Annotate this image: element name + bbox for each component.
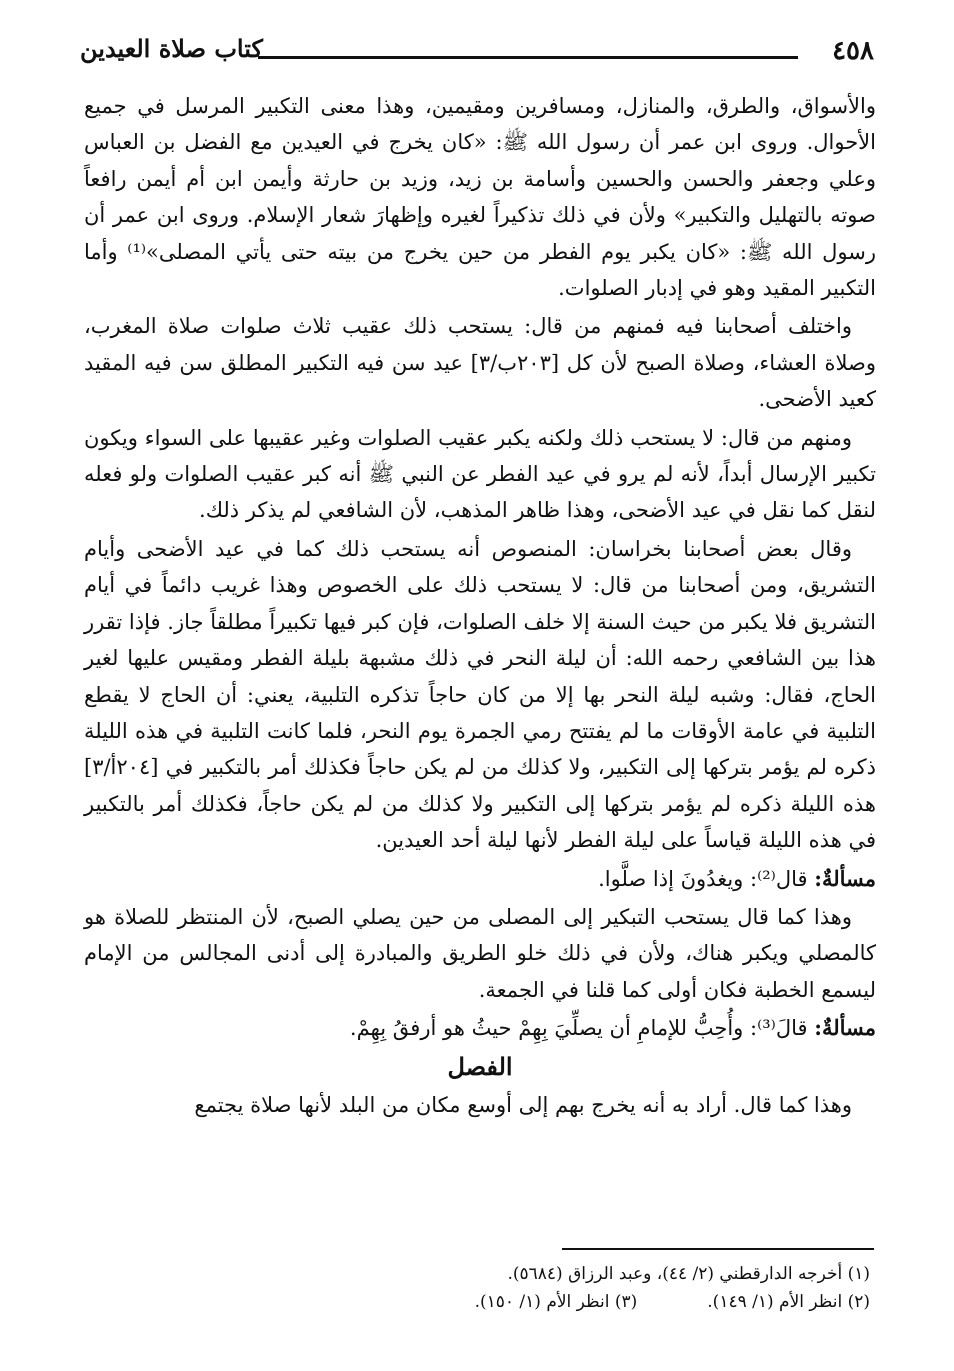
section-title: الفصل <box>447 1051 513 1081</box>
paragraph: وهذا كما قال يستحب التبكير إلى المصلى من حين يصلي الصبح، لأن المنتظر للصلاة هو كالمصلي ويكبر هناك، ولأن في ذلك خلو الطريق والمبادرة إلى أدنى المجالس من الإمام ليسمع الخطبة فكان أولى كما قلنا في الجمعة. <box>84 904 876 1002</box>
page-header <box>80 34 880 70</box>
paragraph: ومنهم من قال: لا يستحب ذلك ولكنه يكبر عقيب الصلوات وغير عقيبها على السواء ويكون تكبير الإرسال أبداً، لأنه لم يرو في عيد الفطر عن النبي ﷺ أنه كبر عقيب الصلوات ولو فعله لنقل كما نقل في عيد الأضحى، وهذا ظاهر المذهب، لأن الشافعي لم يذكر ذلك. <box>84 425 876 523</box>
masala-heading <box>84 861 876 897</box>
paragraph: والأسواق، والطرق، والمنازل، ومسافرين ومقيمين، وهذا معنى التكبير المرسل في جميع الأحوال. وروى ابن عمر أن رسول الله ﷺ: «كان يخرج في العيدين مع الفضل بن العباس وعلي وجعفر والحسن والحسين وأسامة بن زيد، وزيد بن حارثة وأيمن ابن أم أيمن رافعاً صوته بالتهليل والتكبير» ولأن في ذلك تذكيراً لغيره وإظهارَ شعار الإسلام. وروى ابن عمر أن رسول الله ﷺ: «كان يكبر يوم الفطر من حين يخرج من بيته حتى يأتي المصلى»⁽¹⁾ وأما التكبير المقيد وهو في إدبار الصلوات. <box>84 94 876 301</box>
masala-text: قالَ⁽³⁾: وأُحِبُّ للإمامِ أن يصلِّيَ بِهِمْ حيثُ هو أرفقُ بِهِمْ. <box>349 1016 808 1041</box>
page-number: ٤٥٨ <box>832 36 874 66</box>
footnote-rule <box>562 1248 874 1250</box>
header-rule <box>258 56 798 59</box>
footnote-2: (٢) انظر الأم (١/ ١٤٩). <box>707 1292 870 1312</box>
footnote-row <box>78 1288 870 1316</box>
masala-label: مسألةٌ: <box>814 865 876 891</box>
paragraph: وهذا كما قال. أراد به أنه يخرج بهم إلى أوسع مكان من البلد لأنها صلاة يجتمع <box>194 1092 852 1117</box>
main-text <box>84 88 876 1125</box>
masala-text: قال⁽²⁾: ويغدُونَ إذا صلَّوا. <box>598 866 808 891</box>
book-title: كتاب صلاة العيدين <box>80 34 263 63</box>
paragraph: وقال بعض أصحابنا بخراسان: المنصوص أنه يستحب ذلك كما في عيد الأضحى وأيام التشريق، ومن أصحابنا من قال: لا يستحب ذلك على الخصوص وهذا غريب دائماً في أيام التشريق فلا يكبر من حيث السنة إلا خلف الصلوات، فإن كبر فيها تكبيراً مطلقاً جاز. فإذا تقرر هذا بين الشافعي رحمه الله: أن ليلة النحر في ذلك مشبهة بليلة الفطر ومقيس عليها لغير الحاج، فقال: وشبه ليلة النحر بها إلا من كان حاجاً تذكره التلبية، يعني: أن الحاج لا يقطع التلبية في عامة الأوقات ما لم يفتتح رمي الجمرة يوم النحر، فلما كانت التلبية في هذه الليلة ذكره لم يؤمر بتركها إلى التكبير، ولا كذلك من لم يكن حاجاً فكذلك أمر بالتكبير في [٢٠٤أ/٣] هذه الليلة ذكره لم يؤمر بتركها إلى التكبير ولا كذلك من لم يكن حاجاً، فكذلك أمر بالتكبير في هذه الليلة قياساً على ليلة الفطر لأنها ليلة أحد العيدين. <box>84 536 876 853</box>
footnotes <box>78 1260 870 1316</box>
footnote-3: (٣) انظر الأم (١/ ١٥٠). <box>474 1292 638 1312</box>
masala-heading <box>84 1010 876 1046</box>
paragraph: واختلف أصحابنا فيه فمنهم من قال: يستحب ذلك عقيب ثلاث صلوات صلاة المغرب، وصلاة العشاء، وصلاة الصبح لأن كل [٢٠٣ب/٣] عيد سن فيه التكبير المطلق سن فيه المقيد كعيد الأضحى. <box>84 314 876 412</box>
footnote-1: (١) أخرجه الدارقطني (٢/ ٤٤)، وعبد الرزاق (٥٦٨٤). <box>507 1264 870 1284</box>
masala-label: مسألةٌ: <box>814 1015 876 1041</box>
